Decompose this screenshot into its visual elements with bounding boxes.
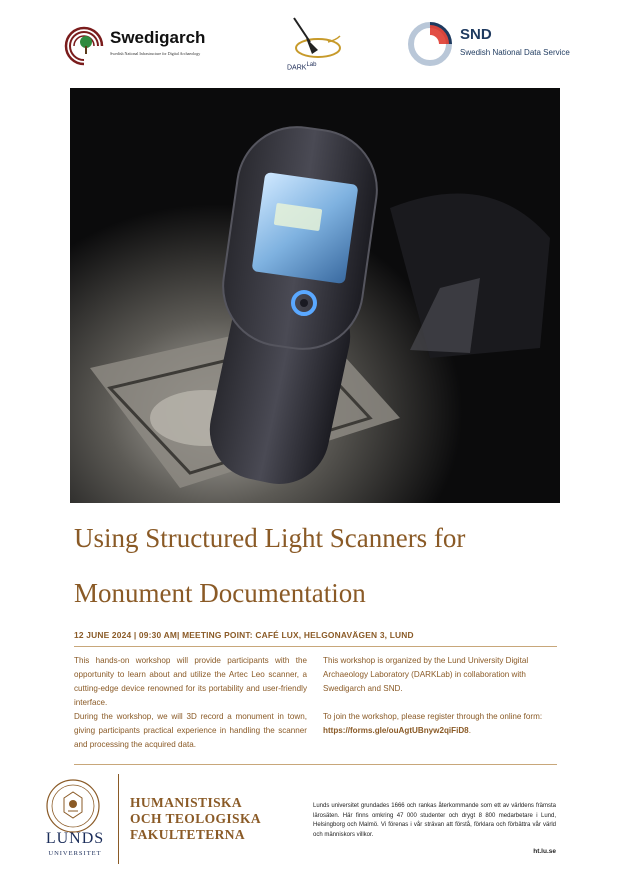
faculty-line-2: OCH TEOLOGISKA: [130, 811, 262, 826]
description-right-column: [323, 654, 556, 738]
swedigarch-emblem-icon: [60, 22, 108, 66]
paragraph-gap: [323, 696, 556, 710]
description-paragraph-1: This hands-on workshop will provide participants with the opportunity to learn about and utilize the Artec Leo scanner, a cutting-edge device renowned for its portability and user-friendly interface.: [74, 656, 307, 707]
university-blurb: Lunds universitet grundades 1666 och rankas återkommande som ett av världens främsta lärosäten. Här finns omkring 47 000 studenter och drygt 8 800 medarbetare i Lund, Helsingborg och Malmö. Vi förenas i vår strävan att förstå, förklara och förbättra vår värld och människors villkor.: [313, 803, 556, 838]
description-left-column: [74, 654, 307, 752]
swedigarch-subtitle: Swedish National Infrastructure for Digital Archaeology: [110, 51, 201, 56]
organizer-paragraph: This workshop is organized by the Lund University Digital Archaeology Laboratory (DARKLab) in collaboration with Swedigarch and SND.: [323, 656, 529, 693]
lunds-wordmark: LUNDS: [45, 830, 105, 847]
faculty-line-1: HUMANISTISKA: [130, 795, 243, 810]
snd-emblem-icon: [408, 22, 452, 66]
artec-leo-scanner-photo: [70, 88, 560, 503]
trowel-icon: [284, 14, 348, 62]
snd-abbreviation: SND: [460, 26, 492, 43]
logo-row: [0, 0, 630, 88]
faculty-line-3: FAKULTETERNA: [130, 827, 246, 842]
registration-link[interactable]: https://forms.gle/ouAgtUBnyw2qiFiD8: [323, 726, 469, 735]
darklab-logo: [284, 14, 348, 80]
registration-text: To join the workshop, please register through the online form:: [323, 712, 543, 721]
description-paragraph-2: During the workshop, we will 3D record a monument in town, giving participants practical experience in handling the scanner and processing the acquired data.: [74, 712, 307, 749]
event-meta: 12 JUNE 2024 | 09:30 AM| MEETING POINT: CAFÉ LUX, HELGONAVÄGEN 3, LUND: [74, 630, 414, 640]
divider: [74, 646, 557, 647]
snd-logo: [408, 22, 598, 66]
title-line-1: Using Structured Light Scanners for: [74, 523, 466, 553]
footer-divider: [118, 774, 119, 864]
registration-period: .: [468, 726, 471, 735]
registration-paragraph: [323, 710, 556, 738]
swedigarch-title: Swedigarch: [110, 28, 206, 47]
universitet-wordmark: UNIVERSITET: [48, 850, 102, 857]
darklab-suffix: Lab: [306, 62, 317, 68]
darklab-name: DARK: [287, 64, 307, 72]
title-line-2: Monument Documentation: [74, 578, 366, 608]
website-link[interactable]: ht.lu.se: [533, 848, 556, 855]
swedigarch-logo: [60, 22, 230, 70]
divider-bottom: [74, 764, 557, 765]
snd-full-name: Swedish National Data Service: [460, 48, 570, 57]
darklab-wordmark: [287, 62, 316, 71]
scanner-photo: [70, 88, 560, 503]
